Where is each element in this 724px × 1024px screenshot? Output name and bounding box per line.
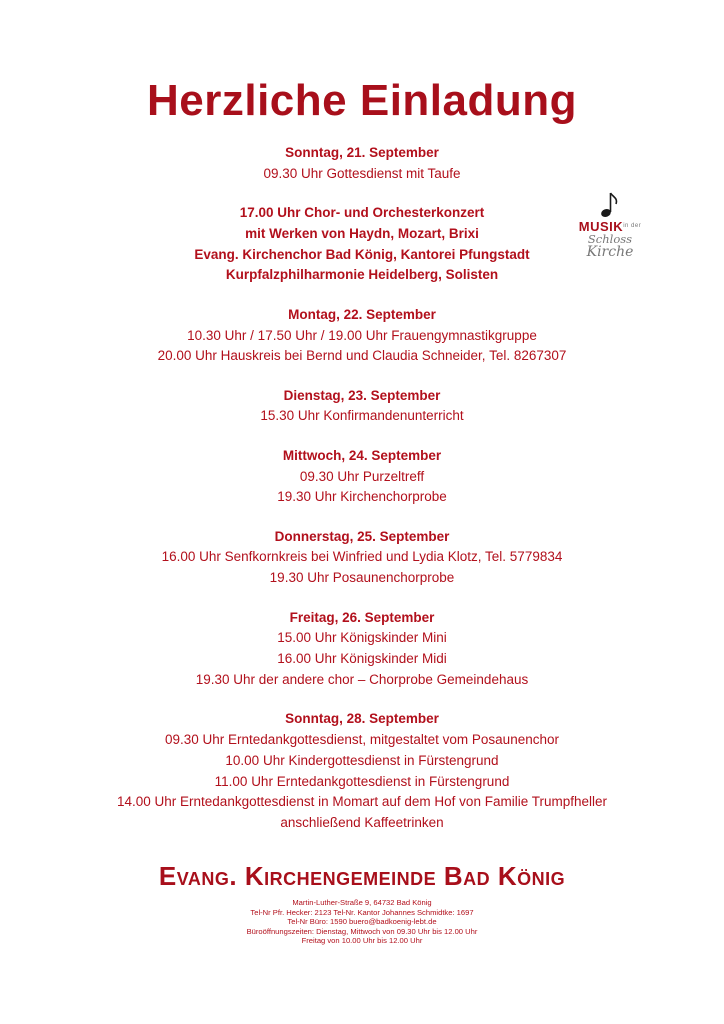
event-line: 19.30 Uhr der andere chor – Chorprobe Gemeindehaus [195, 671, 529, 687]
page-title: Herzliche Einladung [146, 76, 577, 125]
event-day [60, 305, 664, 367]
day-heading: Sonntag, 28. September [285, 711, 439, 727]
event-line: 09.30 Uhr Erntedankgottesdienst, mitgestaltet vom Posaunenchor [165, 732, 559, 748]
day-heading: Freitag, 26. September [289, 609, 435, 625]
contact-footer [0, 898, 724, 946]
footer-line: Tel-Nr Büro: 1590 buero@badkoenig-lebt.de [287, 917, 437, 927]
event-line: 15.00 Uhr Königskinder Mini [277, 630, 447, 646]
event-line: anschließend Kaffeetrinken [280, 815, 444, 831]
day-heading: Sonntag, 21. September [285, 145, 439, 160]
logo-kirche: Kirche [586, 244, 634, 260]
event-day [60, 709, 664, 834]
event-line: 19.30 Uhr Kirchenchorprobe [277, 489, 447, 505]
event-line: 09.30 Uhr Gottesdienst mit Taufe [263, 165, 461, 181]
day-heading: Mittwoch, 24. September [282, 447, 442, 463]
event-line: Evang. Kirchenchor Bad König, Kantorei Pfungstadt [194, 246, 530, 262]
event-line: 19.30 Uhr Posaunenchorprobe [269, 570, 455, 586]
day-heading: Montag, 22. September [288, 306, 436, 322]
music-note-icon [595, 190, 625, 220]
logo-schloss: Schloss [587, 232, 633, 246]
event-line: 16.00 Uhr Senfkornkreis bei Winfried und Lydia Klotz, Tel. 5779834 [161, 549, 563, 565]
day-heading: Donnerstag, 25. September [274, 528, 450, 544]
event-day [60, 527, 664, 589]
event-line: 09.30 Uhr Purzeltreff [299, 468, 425, 484]
musik-in-der-schlosskirche-logo [575, 190, 645, 280]
event-line: 17.00 Uhr Chor- und Orchesterkonzert [239, 205, 485, 221]
event-day [60, 386, 664, 428]
event-line: 20.00 Uhr Hauskreis bei Bernd und Claudia Schneider, Tel. 8267307 [157, 348, 567, 364]
footer-line: Büroöffnungszeiten: Dienstag, Mittwoch von 09.30 Uhr bis 12.00 Uhr [246, 926, 478, 936]
event-line: Kurpfalzphilharmonie Heidelberg, Solisten [225, 267, 499, 283]
event-day [60, 446, 664, 508]
footer-line: Tel-Nr Pfr. Hecker: 2123 Tel-Nr. Kantor Johannes Schmidtke: 1697 [250, 907, 474, 917]
event-schedule [60, 143, 664, 853]
event-line: 15.30 Uhr Konfirmandenunterricht [260, 408, 464, 424]
event-line: 10.30 Uhr / 17.50 Uhr / 19.00 Uhr Frauengymnastikgruppe [187, 327, 537, 343]
day-heading: Dienstag, 23. September [283, 387, 441, 403]
event-line: 16.00 Uhr Königskinder Midi [277, 651, 447, 667]
organization-name: Evang. Kirchengemeinde Bad König [158, 861, 566, 891]
footer-line: Martin-Luther-Straße 9, 64732 Bad König [292, 898, 432, 907]
event-line: 10.00 Uhr Kindergottesdienst in Fürstengrund [225, 752, 499, 768]
event-day [60, 608, 664, 691]
logo-musik: $MUSIK^{in der}$ [578, 219, 642, 234]
event-day [60, 203, 664, 286]
event-line: mit Werken von Haydn, Mozart, Brixi [245, 225, 479, 241]
event-line: 14.00 Uhr Erntedankgottesdienst in Momart auf dem Hof von Familie Trumpfheller [117, 794, 607, 810]
event-day [60, 143, 664, 185]
event-line: 11.00 Uhr Erntedankgottesdienst in Fürstengrund [214, 773, 510, 789]
footer-line: Freitag von 10.00 Uhr bis 12.00 Uhr [301, 936, 423, 946]
